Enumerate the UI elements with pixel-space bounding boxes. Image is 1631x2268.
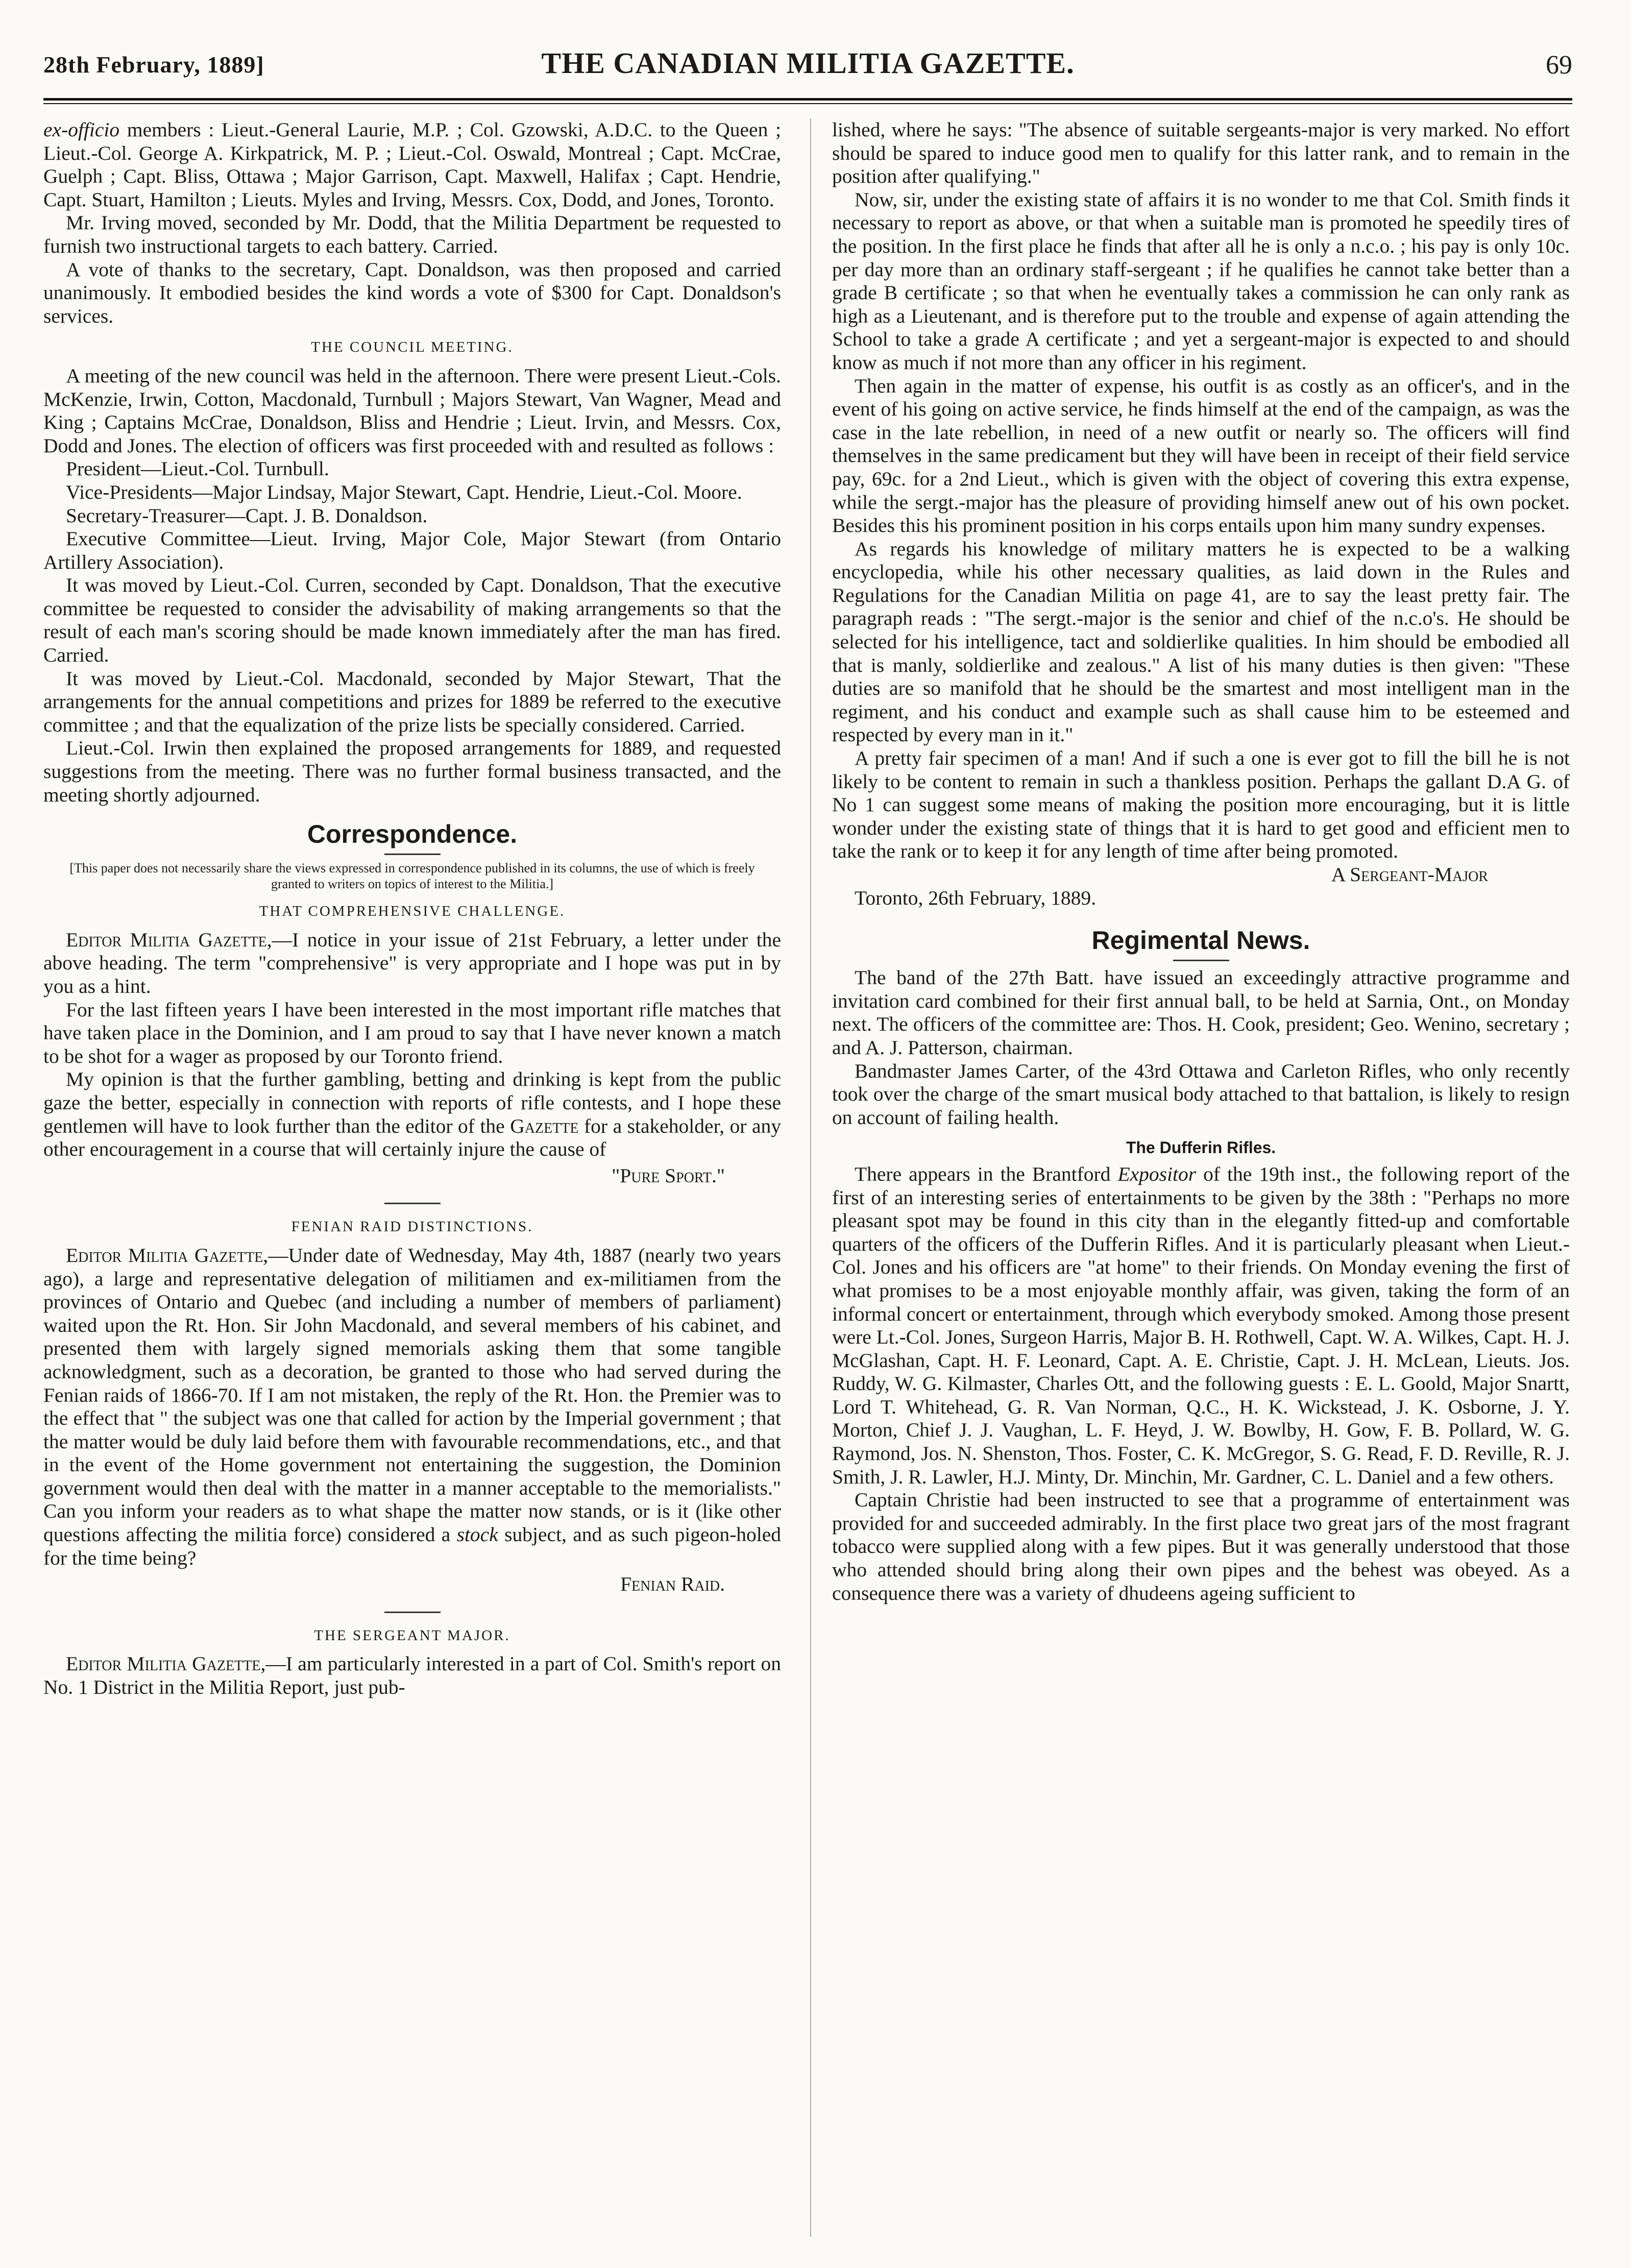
paragraph: Captain Christie had been instructed to see that a programme of entertainment was provided for and succeeded admirably. In the first place two great jars of the most fragrant tobacco were supplied along with a few pipes. But it was generally understood that those who attended should bring along their own pipes and the behest was obeyed. As a consequence there was a variety of dhudeens ageing sufficient to — [832, 1489, 1570, 1604]
text-run: members : Lieut.-General Laurie, M.P. ; Col. Gzowski, A.D.C. to the Queen ; Lieut.-Col. George A. Kirkpatrick, M. P. ; Lieut.-Col. Oswald, Montreal ; Capt. McCrae, Guelph ; Capt. Bliss, Ottawa ; Major Garrison, Capt. Maxwell, Halifax ; Capt. Hendrie, Capt. Stuart, Hamilton ; Lieuts. Myles and Irving, Messrs. Cox, Dodd, and Jones, Toronto. — [43, 118, 781, 211]
letter-salutation: Editor Militia Gazette, — [66, 1652, 266, 1675]
short-rule — [384, 853, 441, 855]
publication-title: THE CANADIAN MILITIA GAZETTE. — [541, 46, 1075, 80]
section-title-correspondence: Correspondence. — [307, 820, 518, 849]
text-run: —I am particularly interested in a part of Col. Smith's report on No. 1 District in the Militia Report, just pub- — [43, 1652, 781, 1699]
letter-salutation: Editor Militia Gazette, — [66, 928, 272, 951]
paragraph: Executive Committee—Lieut. Irving, Major Cole, Major Stewart (from Ontario Artillery Association). — [43, 527, 781, 573]
text-run: subject, and as such pigeon-holed for the time being? — [43, 1523, 781, 1569]
short-rule — [384, 1203, 441, 1204]
letter-dateline: Toronto, 26th February, 1889. — [855, 886, 1096, 909]
letter-signature: A Sergeant-Major — [1331, 863, 1488, 886]
paragraph: The band of the 27th Batt. have issued an exceedingly attractive programme and invitation card combined for their first annual ball, to be held at Sarnia, Ont., on Monday next. The officers of the committee are: Thos. H. Cook, president; Geo. Wenino, secretary ; and A. J. Patterson, chairman. — [832, 966, 1570, 1059]
paragraph: Then again in the matter of expense, his outfit is as costly as an officer's, and in the event of his going on active service, he finds himself at the end of the campaign, as was the case in the late rebellion, in need of a new outfit or nearly so. The officers will find themselves in the same predicament but they will have been in receipt of their field service pay, 69c. for a 2nd Lieut., which is given with the object of covering this extra expense, while the sergt.-major has the pleasure of providing himself anew out of his own pocket. Besides this his prominent position in his corps entails upon him many sundry expenses. — [832, 374, 1570, 537]
page-header — [43, 46, 1572, 87]
issue-date: 28th February, 1889] — [43, 52, 264, 78]
text-run: —Under date of Wednesday, May 4th, 1887 (nearly two years ago), a large and representative delegation of militiamen and ex-militiamen from the provinces of Ontario and Quebec (and including a number of members of parliament) waited upon the Rt. Hon. Sir John Macdonald, and several members of his cabinet, and presented them with largely signed memorials asking them that some tangible acknowledgment, such as a decoration, be granted to those who had served during the Fenian raids of 1866-70. If I am not mistaken, the reply of the Rt. Hon. the Premier was to the effect that " the subject was one that called for action by the Imperial government ; that the matter would be duly laid before them with favourable recommendations, etc., and that in the event of the Home government not entertaining the suggestion, the Dominion government would then deal with the matter in a manner acceptable to the memorialists." Can you inform your readers as to what shape the matter now stands, or is it (like other questions affecting the militia force) considered a — [43, 1243, 781, 1546]
letter-signature: "Pure Sport." — [612, 1164, 725, 1187]
letter-signature: Fenian Raid. — [620, 1573, 725, 1596]
paragraph: A vote of thanks to the secretary, Capt. Donaldson, was then proposed and carried unanimously. It embodied besides the kind words a vote of $300 for Capt. Donaldson's services. — [43, 258, 781, 327]
paragraph: President—Lieut.-Col. Turnbull. — [66, 457, 329, 480]
italic-term: Expositor — [1117, 1162, 1197, 1185]
paragraph: Bandmaster James Carter, of the 43rd Ottawa and Carleton Rifles, who only recently took over the charge of the smart musical body attached to that battalion, is likely to resign on account of failing health. — [832, 1059, 1570, 1129]
short-rule — [1173, 960, 1229, 961]
text-run: of the 19th inst., the following report of the first of an interesting series of entertainments to be given by the 38th : "Perhaps no more pleasant spot may be found in this city than in the elegantly fitted-up and comfortable quarters of the officers of the Dufferin Rifles. And it is particularly pleasant when Lieut.-Col. Jones and his officers are "at home" to their friends. On Monday evening the first of what promises to be a most enjoyable monthly affair, was given, taking the form of an informal concert or entertainment, through which everybody smoked. Among those present were Lt.-Col. Jones, Surgeon Harris, Major B. H. Rothwell, Capt. W. A. Wilkes, Capt. H. J. McGlashan, Capt. H. F. Leonard, Capt. A. E. Christie, Capt. J. H. McLean, Lieuts. Jos. Ruddy, W. G. Kilmaster, Charles Ott, and the following guests : E. L. Goold, Major Snartt, Lord T. Whitehead, G. R. Van Norman, Q.C., H. K. Wickstead, J. K. Osborne, J. Y. Morton, Chief J. J. Vaughan, L. F. Heyd, J. W. Bowlby, H. Gow, F. B. Pollard, W. G. Raymond, Jos. N. Shenston, Thos. Foster, C. K. McGregor, S. G. Read, F. D. Reville, R. J. Smith, J. R. Lawler, H.J. Minty, Dr. Minchin, Mr. Gardner, C. L. Daniel and a few others. — [832, 1162, 1570, 1488]
section-title-regimental-news: Regimental News. — [1091, 926, 1310, 955]
column-separator — [810, 118, 811, 2237]
page-number: 69 — [1546, 51, 1572, 80]
paragraph — [43, 1068, 781, 1161]
paragraph: It was moved by Lieut.-Col. Macdonald, seconded by Major Stewart, That the arrangements for the annual competitions and prizes for 1889 be referred to the executive committee ; and that the equalization of the prize lists be specially considered. Carried. — [43, 667, 781, 736]
paragraph: For the last fifteen years I have been interested in the most important rifle matches that have taken place in the Dominion, and I am proud to say that I have never known a match to be shot for a wager as proposed by our Toronto friend. — [43, 998, 781, 1067]
paragraph — [43, 1244, 781, 1570]
paragraph: It was moved by Lieut.-Col. Curren, seconded by Capt. Donaldson, That the executive committee be requested to consider the advisability of making arrangements so that the result of each man's scoring should be made known immediately after the man has fired. Carried. — [43, 574, 781, 667]
paragraph — [43, 118, 781, 211]
subheading-sergeant-major: THE SERGEANT MAJOR. — [314, 1627, 510, 1644]
subheading-fenian-raid: FENIAN RAID DISTINCTIONS. — [291, 1218, 533, 1235]
right-column — [832, 118, 1570, 2247]
italic-term: ex-officio — [43, 118, 120, 141]
subheading-comprehensive-challenge: THAT COMPREHENSIVE CHALLENGE. — [259, 903, 566, 920]
paragraph: Mr. Irving moved, seconded by Mr. Dodd, that the Militia Department be requested to furnish two instructional targets to each battery. Carried. — [43, 211, 781, 257]
paragraph: A pretty fair specimen of a man! And if such a one is ever got to fill the bill he is not likely to be content to remain in such a thankless position. Perhaps the gallant D.A G. of No 1 can suggest some means of making the position more encouraging, but it is little wonder under the existing state of things that it is hard to get good and efficient men to take the rank or to keep it for any length of time after being promoted. — [832, 747, 1570, 863]
paragraph: Now, sir, under the existing state of affairs it is no wonder to me that Col. Smith finds it necessary to report as above, or that when a suitable man is promoted he speedily tires of the position. In the first place he finds that after all he is only a n.c.o. ; his pay is only 10c. per day more than an ordinary staff-sergeant ; if he qualifies he cannot take better than a grade B certificate ; so that when he eventually takes a commission he can only rank as high as a Lieutenant, and is therefore put to the trouble and expense of again attending the School to take a grade A certificate ; and yet a sergeant-major is expected to and should know as much if not more than any officer in his regiment. — [832, 188, 1570, 374]
short-rule — [384, 1612, 441, 1613]
text-run: —I notice in your issue of 21st February, a letter under the above heading. The term "comprehensive" is very appropriate and I hope was put in by you as a hint. — [43, 928, 781, 997]
gazette-name: Gazette — [510, 1114, 579, 1137]
paragraph — [832, 1163, 1570, 1489]
paragraph — [43, 1652, 781, 1699]
text-run: My opinion is that the further gambling, betting and drinking is kept from the public gaze the better, especially in connection with reports of rifle contests, and I hope these gentlemen will have to look further than the editor of the — [43, 1068, 781, 1137]
paragraph — [43, 929, 781, 998]
header-rule-thin — [43, 103, 1572, 104]
paragraph: As regards his knowledge of military matters he is expected to be a walking encyclopedia, while his other necessary qualities, as laid down in the Rules and Regulations for the Canadian Militia on page 41, are to say the least pretty fair. The paragraph reads : "The sergt.-major is the senior and chief of the n.c.o's. He should be selected for his intelligence, tact and soldierlike qualities. In him should be embodied all that is manly, soldierlike and zealous." A list of his many duties is then given: "These duties are so manifold that he should be the smartest and most intelligent man in the regiment, and his conduct and example such as shall cause him to be esteemed and respected by every man in it." — [832, 537, 1570, 746]
italic-term: stock — [456, 1523, 498, 1546]
paragraph: Lieut.-Col. Irwin then explained the proposed arrangements for 1889, and requested suggestions from the meeting. There was no further formal business transacted, and the meeting shortly adjourned. — [43, 737, 781, 806]
subheading-dufferin-rifles: The Dufferin Rifles. — [1126, 1138, 1276, 1157]
paragraph: lished, where he says: "The absence of suitable sergeants-major is very marked. No effort should be spared to induce good men to qualify for this latter rank, and to remain in the position after qualifying." — [832, 118, 1570, 188]
text-run: for a stakeholder, or any other encouragement in a course that will certainly injure the cause of — [43, 1114, 781, 1161]
paragraph: A meeting of the new council was held in the afternoon. There were present Lieut.-Cols. McKenzie, Irwin, Cotton, Macdonald, Turnbull ; Majors Stewart, Van Wagner, Mead and King ; Captains McCrae, Donaldson, Bliss and Hendrie ; Lieut. Irvin, and Messrs. Cox, Dodd and Jones. The election of officers was first proceeded with and resulted as follows : — [43, 364, 781, 457]
header-rule — [43, 98, 1572, 101]
paragraph: Secretary-Treasurer—Capt. J. B. Donaldson. — [66, 504, 428, 527]
letter-salutation: Editor Militia Gazette, — [66, 1243, 269, 1266]
paragraph: Vice-Presidents—Major Lindsay, Major Stewart, Capt. Hendrie, Lieut.-Col. Moore. — [66, 480, 742, 503]
subheading-council-meeting: THE COUNCIL MEETING. — [311, 339, 514, 356]
left-column — [43, 118, 781, 2247]
text-run: There appears in the Brantford — [855, 1162, 1118, 1185]
editorial-note: [This paper does not necessarily share the views expressed in correspondence published in its columns, the use of which is freely granted to writers on topics of interest to the Militia.] — [69, 861, 755, 892]
